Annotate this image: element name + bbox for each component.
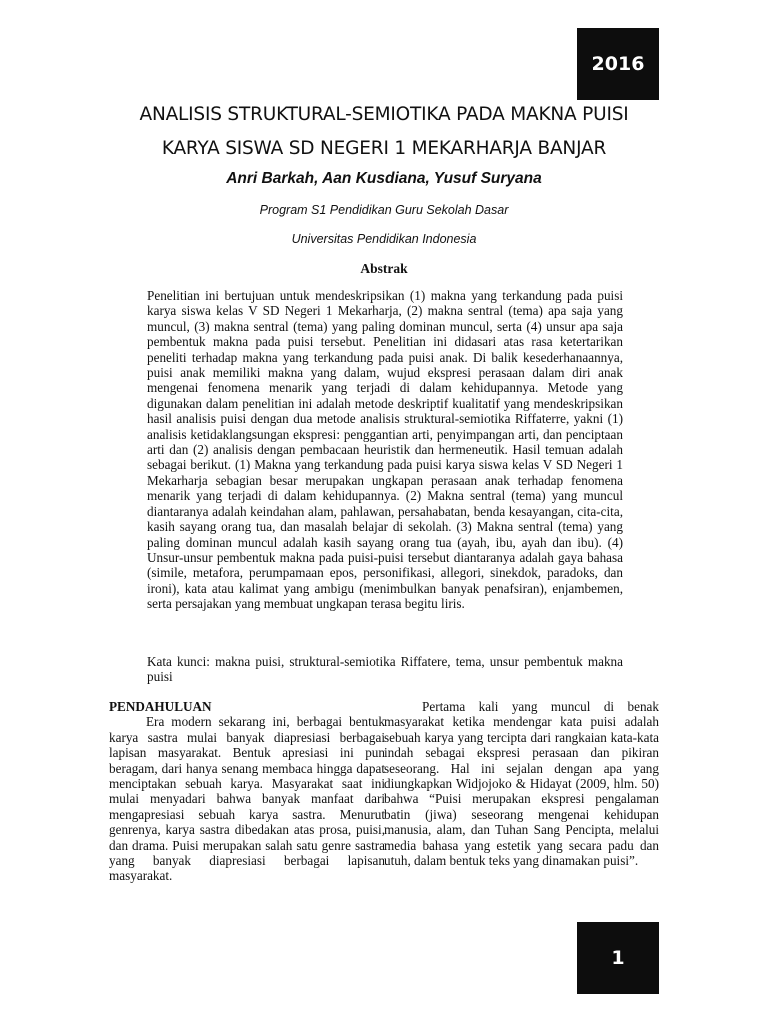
affiliation-program: Program S1 Pendidikan Guru Sekolah Dasar	[259, 203, 509, 217]
intro-paragraph: Era modern sekarang ini, berbagai bentuk karya sastra mulai banyak diapresiasi berbagai lapisan masyarakat. Bentuk apresiasi ini pun beragam, dari hanya senang membaca hingga dapat menciptakan sebuah karya. Masyarakat saat ini mulai menyadari bahwa banyak manfaat dari mengapresiasi sebuah karya sastra. Menurut genrenya, karya sastra dibedakan atas prosa, puisi, dan drama. Puisi merupakan salah satu genre sastra yang banyak diapresiasi berbagai lapisan masyarakat.	[109, 714, 385, 884]
right-column	[384, 699, 659, 868]
abstract-heading: Abstrak	[360, 261, 408, 276]
paper-title-line-2: KARYA SISWA SD NEGERI 1 MEKARHARJA BANJAR	[161, 138, 607, 159]
page-number-badge	[577, 922, 659, 994]
second-paragraph: Pertama kali yang muncul di benak masyarakat ketika mendengar kata puisi adalah sebuah karya yang tercipta dari rangkaian kata-kata indah sebagai ekspresi perasaan dan pikiran seseorang. Hal ini sejalan dengan apa yang diungkapkan Widjojoko & Hidayat (2009, hlm. 50) bahwa “Puisi merupakan ekspresi pengalaman batin (jiwa) seseorang mengenai kehidupan manusia, alam, dan Tuhan Sang Pencipta, melalui media bahasa yang estetik yang secara padu dan utuh, dalam bentuk teks yang dinamakan puisi”.	[384, 699, 659, 869]
page-number: 1	[611, 947, 625, 969]
left-column	[109, 699, 385, 884]
affiliation-university: Universitas Pendidikan Indonesia	[291, 232, 477, 246]
year-badge	[577, 28, 659, 100]
paper-title-line-1: ANALISIS STRUKTURAL-SEMIOTIKA PADA MAKNA PUISI	[139, 104, 629, 125]
abstract-body: Penelitian ini bertujuan untuk mendeskripsikan (1) makna yang terkandung pada puisi karya siswa kelas V SD Negeri 1 Mekarharja, (2) makna sentral (tema) apa saja yang muncul, (3) makna sentral (tema) yang paling dominan muncul, serta (4) unsur apa saja pembentuk makna pada puisi tersebut. Penelitian ini didasari atas rasa ketertarikan peneliti terhadap makna yang terkandung pada puisi anak. Di balik kesederhanaannya, puisi anak memiliki makna yang dalam, wujud ekspresi perasaan dalam diri anak mengenai fenomena menarik yang terjadi di dalam kehidupannya. Metode yang digunakan dalam penelitian ini adalah metode deskriptif kualitatif yang mendeskripsikan hasil analisis puisi dengan dua metode analisis struktural-semiotika Riffaterre, yakni (1) analisis ketidaklangsungan ekspresi: penggantian arti, penyimpangan arti, dan penciptaan arti dan (2) analisis dengan pembacaan heuristik dan hermeneutik. Hasil temuan adalah sebagai berikut. (1) Makna yang terkandung pada puisi karya siswa kelas V SD Negeri 1 Mekarharja sebagian besar merupakan ungkapan perasaan anak terhadap fenomena menarik yang terjadi di dalam kehidupannya. (2) Makna sentral (tema) yang muncul diantaranya adalah keindahan alam, pahlawan, persahabatan, benda kesayangan, cita-cita, kasih sayang orang tua, dan masalah belajar di sekolah. (3) Makna sentral (tema) yang paling dominan muncul adalah kasih sayang orang tua (ayah, ibu, ayah dan ibu). (4) Unsur-unsur pembentuk makna pada puisi-puisi tersebut diantaranya adalah gaya bahasa (simile, metafora, perumpamaan epos, personifikasi, allegori, sinekdok, paradoks, dan ironi), kata atau kalimat yang ambigu (menimbulkan banyak penafsiran), enjambemen, serta persajakan yang membuat ungkapan terasa begitu liris.	[147, 288, 623, 612]
abstract-keywords: Kata kunci: makna puisi, struktural-semiotika Riffatere, tema, unsur pembentuk makna puisi	[147, 654, 623, 685]
year-label: 2016	[591, 53, 645, 75]
section-heading: PENDAHULUAN	[109, 699, 212, 714]
author-list: Anri Barkah, Aan Kusdiana, Yusuf Suryana	[226, 170, 542, 187]
